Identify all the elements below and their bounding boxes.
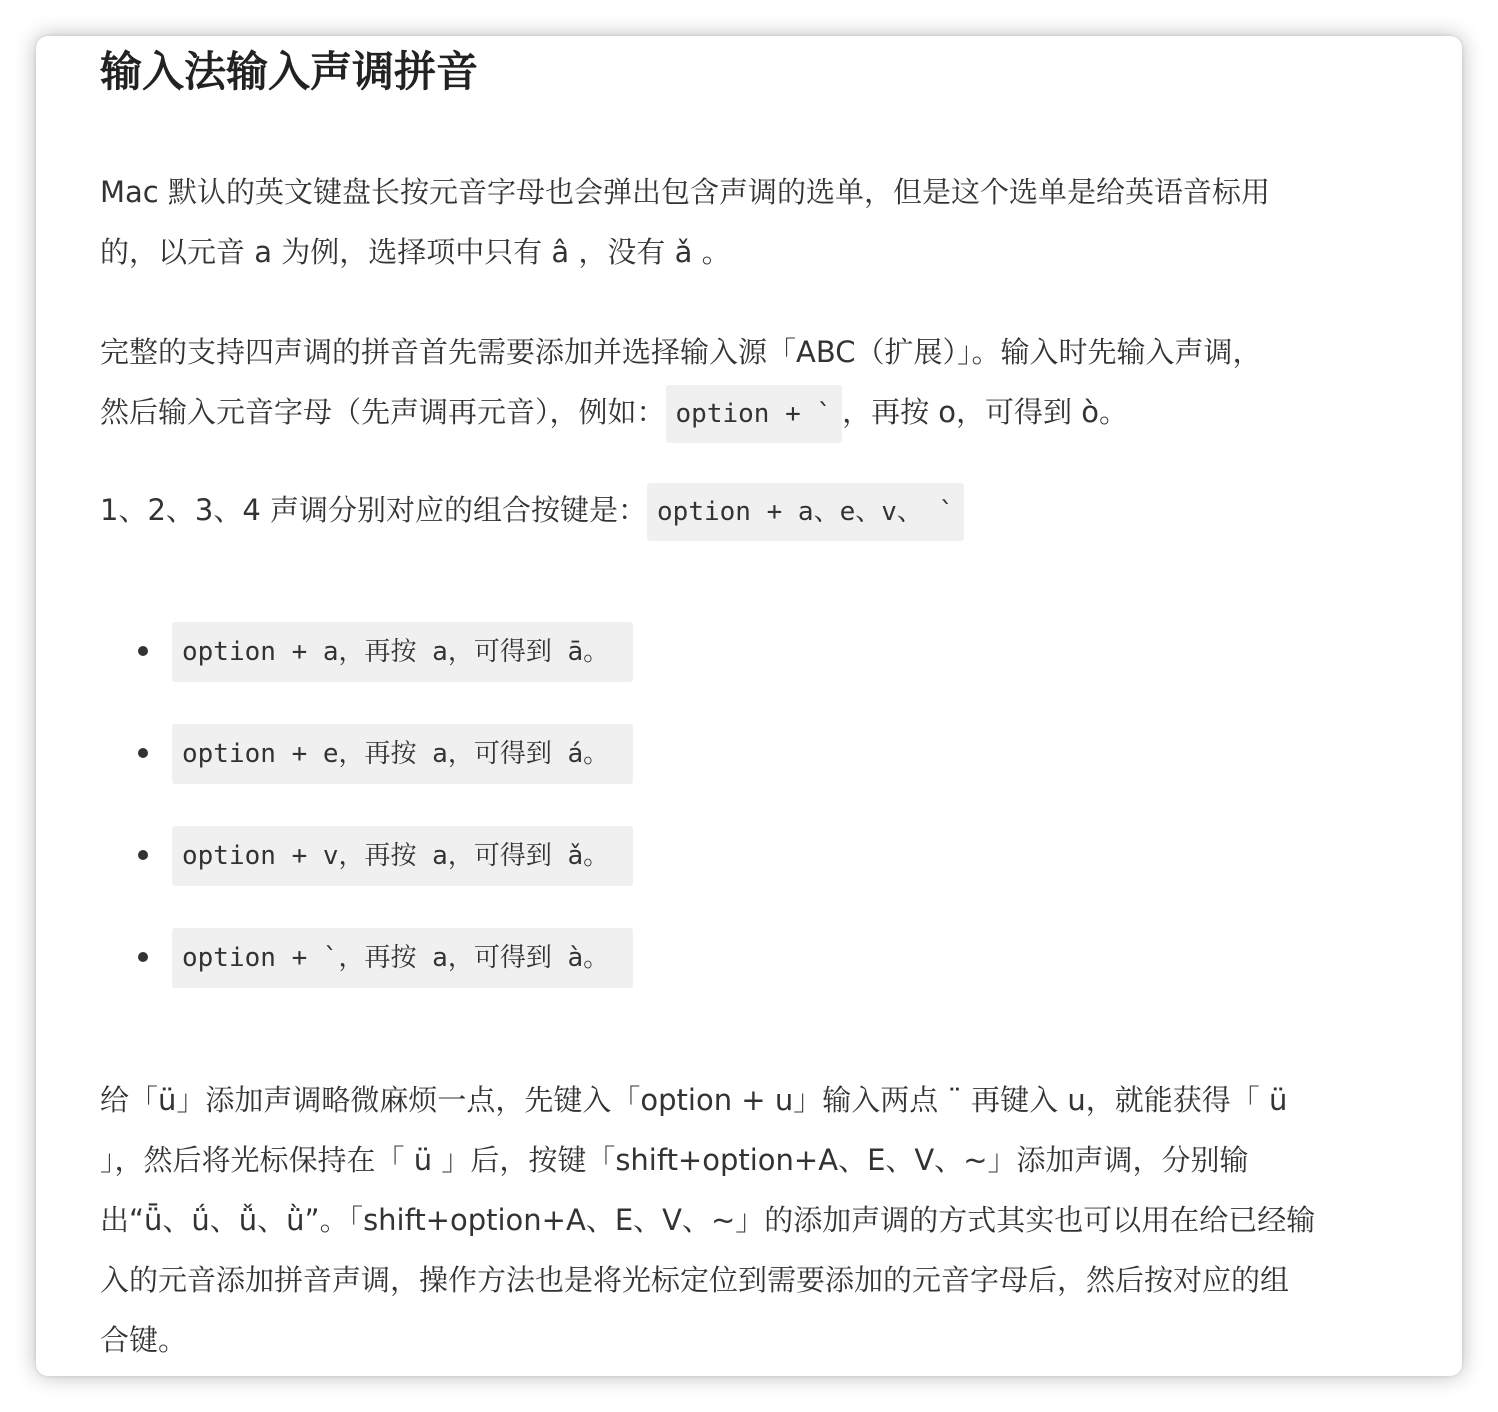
inline-code-option-backtick: option + ` bbox=[666, 385, 843, 443]
list-code: option + e，再按 a，可得到 á。 bbox=[172, 724, 633, 784]
paragraph-line: 」，然后将光标保持在「 ü 」后，按键「shift+option+A、E、V、~」添加声调，分别输 bbox=[100, 1143, 1249, 1177]
bullet-icon bbox=[138, 748, 148, 758]
list-code: option + a，再按 a，可得到 ā。 bbox=[172, 622, 633, 682]
paragraph-text: 然后输入元音字母（先声调再元音），例如： bbox=[100, 395, 666, 429]
list-code: option + `，再按 a，可得到 à。 bbox=[172, 928, 633, 988]
paragraph-line: 入的元音添加拼音声调，操作方法也是将光标定位到需要添加的元音字母后，然后按对应的组 bbox=[100, 1263, 1290, 1297]
bullet-icon bbox=[138, 850, 148, 860]
paragraph-line: 完整的支持四声调的拼音首先需要添加并选择输入源「ABC（扩展）」。输入时先输入声调， bbox=[100, 335, 1262, 369]
paragraph-abc-extended bbox=[100, 322, 1420, 442]
paragraph-tone-keys bbox=[100, 480, 1420, 540]
paragraph-text: ，再按 o，可得到 ò。 bbox=[842, 395, 1128, 429]
paragraph-line bbox=[100, 480, 1420, 540]
bullet-icon bbox=[138, 646, 148, 656]
article-card bbox=[36, 36, 1462, 1376]
paragraph-line: 的，以元音 a 为例，选择项中只有 â ，没有 ǎ 。 bbox=[100, 235, 731, 269]
paragraph-line bbox=[100, 382, 1420, 442]
paragraph-mac-keyboard bbox=[100, 162, 1420, 282]
paragraph-line: 出“ǖ、ǘ、ǚ、ǜ”。「shift+option+A、E、V、~」的添加声调的方式其实也可以用在给已经输 bbox=[100, 1203, 1316, 1237]
page-title: 输入法输入声调拼音 bbox=[100, 47, 479, 96]
inline-code-tone-keys: option + a、e、v、 ` bbox=[647, 483, 964, 541]
paragraph-text: 1、2、3、4 声调分别对应的组合按键是： bbox=[100, 493, 648, 527]
list-code: option + v，再按 a，可得到 ǎ。 bbox=[172, 826, 633, 886]
bullet-icon bbox=[138, 952, 148, 962]
paragraph-u-umlaut bbox=[100, 1070, 1420, 1370]
paragraph-line: 给「ü」添加声调略微麻烦一点，先键入「option + u」输入两点 ¨ 再键入 u，就能获得「 ü bbox=[100, 1083, 1288, 1117]
paragraph-line: 合键。 bbox=[100, 1323, 188, 1357]
paragraph-line: Mac 默认的英文键盘长按元音字母也会弹出包含声调的选单，但是这个选单是给英语音标用 bbox=[100, 175, 1270, 209]
